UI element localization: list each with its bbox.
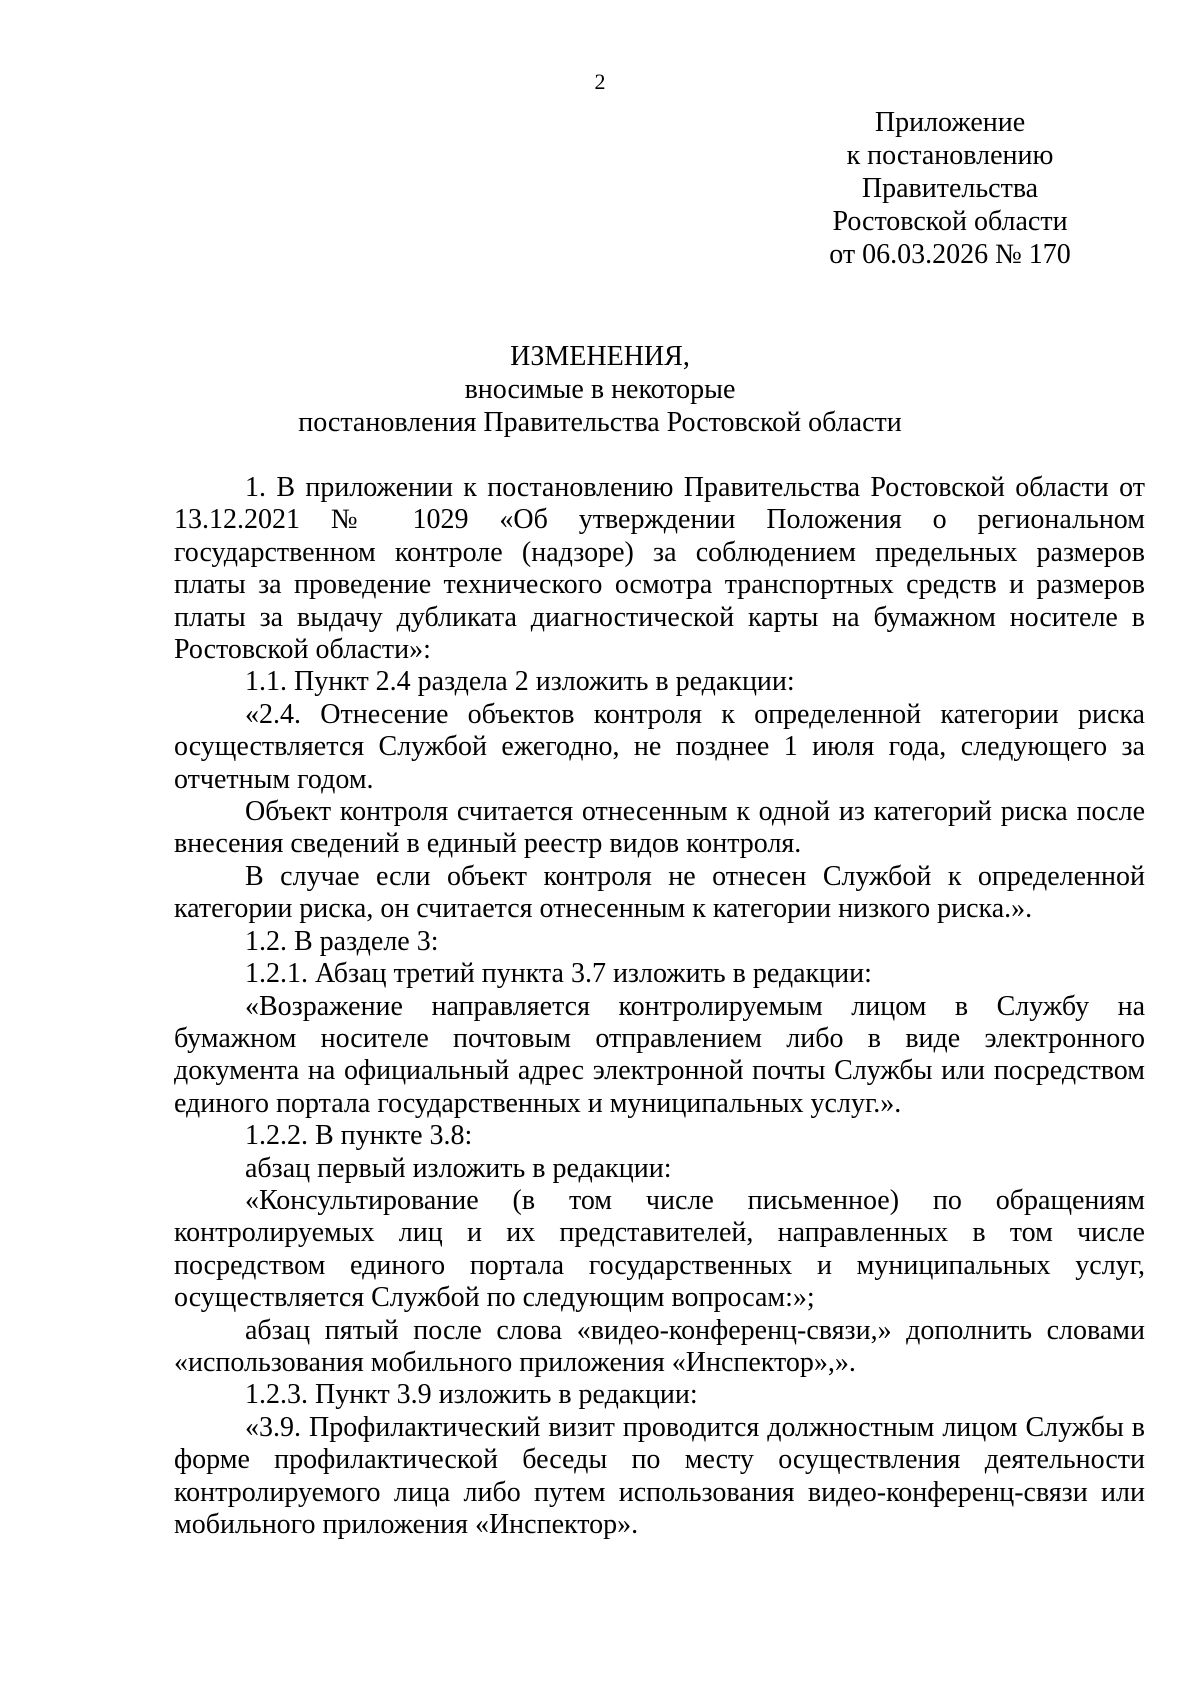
- appendix-line: Правительства: [861, 173, 1039, 204]
- document-title: [0, 340, 1200, 439]
- body-paragraph: 1.2.3. Пункт 3.9 изложить в редакции:: [245, 1379, 698, 1411]
- body-paragraph: 1.2. В разделе 3:: [245, 925, 439, 957]
- body-paragraph: Объект контроля считается отнесенным к одной из категорий риска после внесения сведений в единый реестр видов контроля.: [174, 796, 1145, 860]
- body-paragraph: абзац пятый после слова «видео-конференц-связи,» дополнить словами «использования мобильного приложения «Инспектор»,».: [174, 1314, 1145, 1378]
- body-paragraph: 1.2.2. В пункте 3.8:: [245, 1120, 473, 1152]
- title-subtitle: вносимые в некоторые: [464, 374, 736, 405]
- appendix-line: Приложение: [874, 107, 1026, 138]
- body-paragraph: «Консультирование (в том числе письменное) по обращениям контролируемых лиц и их представителей, направленных в том числе посредством единого портала государственных и муниципальных услуг, осуществляется Службой по следующим вопросам:»;: [174, 1184, 1145, 1314]
- body-paragraph: «3.9. Профилактический визит проводится должностным лицом Службы в форме профилактической беседы по месту осуществления деятельности контролируемого лица либо путем использования видео-конференц-связи или мобильного приложения «Инспектор».: [174, 1411, 1145, 1540]
- body-paragraph: В случае если объект контроля не отнесен Службой к определенной категории риска, он считается отнесенным к категории низкого риска.».: [174, 860, 1145, 925]
- body-paragraph: 1.2.1. Абзац третий пункта 3.7 изложить в редакции:: [245, 958, 872, 990]
- appendix-line: к постановлению: [846, 140, 1054, 171]
- body-paragraph: 1. В приложении к постановлению Правительства Ростовской области от 13.12.2021 № 1029 «Об утверждении Положения о региональном государственном контроле (надзоре) за соблюдением предельных размеров платы за проведение технического осмотра транспортных средств и размеров платы за выдачу дубликата диагностической карты на бумажном носителе в Ростовской области»:: [174, 472, 1145, 666]
- title-subtitle: постановления Правительства Ростовской области: [298, 407, 902, 438]
- body-paragraph: 1.1. Пункт 2.4 раздела 2 изложить в редакции:: [245, 666, 795, 698]
- appendix-line: от 06.03.2026 № 170: [829, 239, 1071, 270]
- page-number: 2: [594, 69, 606, 94]
- document-body: [174, 472, 1145, 1541]
- appendix-line: Ростовской области: [832, 206, 1068, 237]
- title-heading: ИЗМЕНЕНИЯ,: [510, 341, 690, 372]
- body-paragraph: «2.4. Отнесение объектов контроля к определенной категории риска осуществляется Службой ежегодно, не позднее 1 июля года, следующего за отчетным годом.: [174, 698, 1145, 795]
- body-paragraph: «Возражение направляется контролируемым лицом в Службу на бумажном носителе почтовым отправлением либо в виде электронного документа на официальный адрес электронной почты Службы или посредством единого портала государственных и муниципальных услуг.».: [174, 990, 1145, 1119]
- body-paragraph: абзац первый изложить в редакции:: [245, 1152, 672, 1184]
- appendix-header: [800, 106, 1100, 271]
